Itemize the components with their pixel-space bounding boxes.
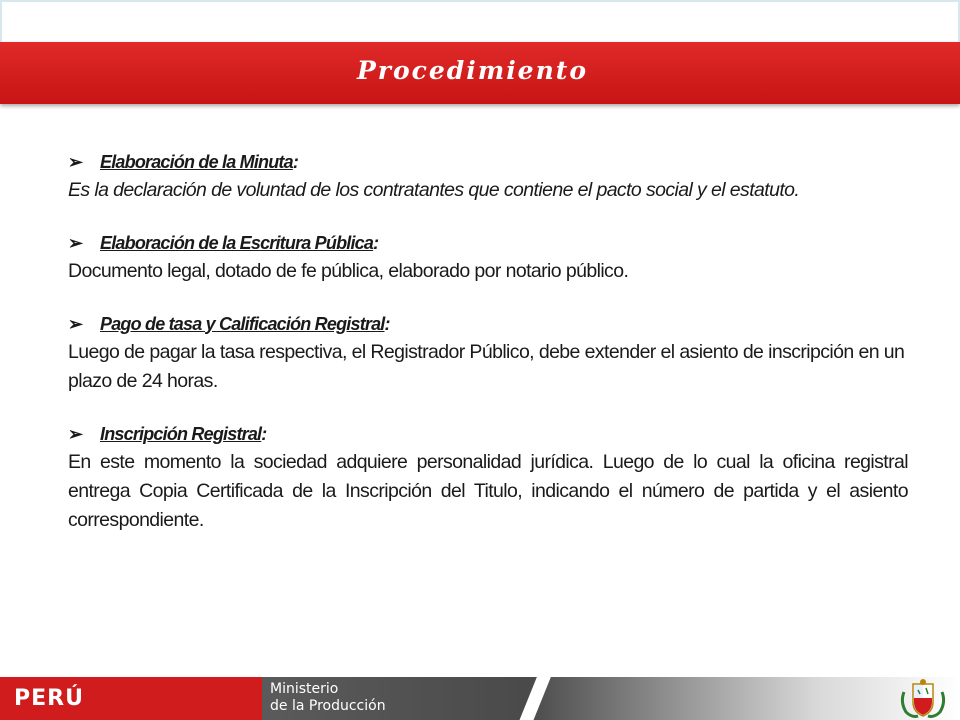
section-heading bbox=[68, 229, 908, 257]
section-heading-suffix: : bbox=[292, 151, 299, 172]
footer-divider bbox=[517, 677, 552, 720]
section-heading-suffix: : bbox=[261, 423, 267, 444]
section-heading bbox=[68, 310, 908, 338]
footer-bar bbox=[0, 677, 960, 720]
section-heading-text: Elaboración de la Escritura Pública bbox=[100, 232, 374, 253]
arrow-bullet-icon: ➢ bbox=[68, 151, 83, 172]
ministry-label bbox=[270, 681, 386, 715]
section-heading-suffix: : bbox=[373, 232, 379, 253]
section-heading-text: Pago de tasa y Calificación Registral bbox=[100, 313, 385, 334]
slide-title: Procedimiento bbox=[356, 56, 588, 85]
section-heading-suffix: : bbox=[384, 313, 390, 334]
section-heading bbox=[68, 148, 908, 176]
section-body: Documento legal, dotado de fe pública, elaborado por notario público. bbox=[68, 260, 629, 282]
section-heading bbox=[68, 420, 908, 448]
section-body: Es la declaración de voluntad de los contratantes que contiene el pacto social y el estatuto. bbox=[68, 179, 800, 201]
section-heading-text: Elaboración de la Minuta bbox=[100, 151, 293, 172]
arrow-bullet-icon: ➢ bbox=[68, 232, 83, 253]
section-escritura bbox=[68, 229, 908, 286]
section-heading-text: Inscripción Registral bbox=[100, 423, 262, 444]
arrow-bullet-icon: ➢ bbox=[68, 313, 83, 334]
country-label: PERÚ bbox=[14, 686, 84, 711]
ministry-line-2: de la Producción bbox=[270, 698, 386, 714]
ministry-line-1: Ministerio bbox=[270, 681, 339, 697]
section-minuta bbox=[68, 148, 908, 205]
section-pago bbox=[68, 310, 908, 396]
coat-of-arms-icon bbox=[898, 678, 948, 720]
arrow-bullet-icon: ➢ bbox=[68, 423, 83, 444]
title-bar bbox=[0, 42, 960, 104]
section-body: En este momento la sociedad adquiere personalidad jurídica. Luego de lo cual la oficina registral entrega Copia Certificada de la Inscripción del Titulo, indicando el número de partida y el asiento correspondiente. bbox=[68, 451, 908, 531]
section-inscripcion bbox=[68, 420, 908, 535]
peru-logo bbox=[0, 677, 262, 720]
section-body: Luego de pagar la tasa respectiva, el Registrador Público, debe extender el asiento de inscripción en un plazo de 24 horas. bbox=[68, 341, 905, 392]
slide-content bbox=[68, 148, 908, 559]
top-frame bbox=[0, 0, 960, 42]
